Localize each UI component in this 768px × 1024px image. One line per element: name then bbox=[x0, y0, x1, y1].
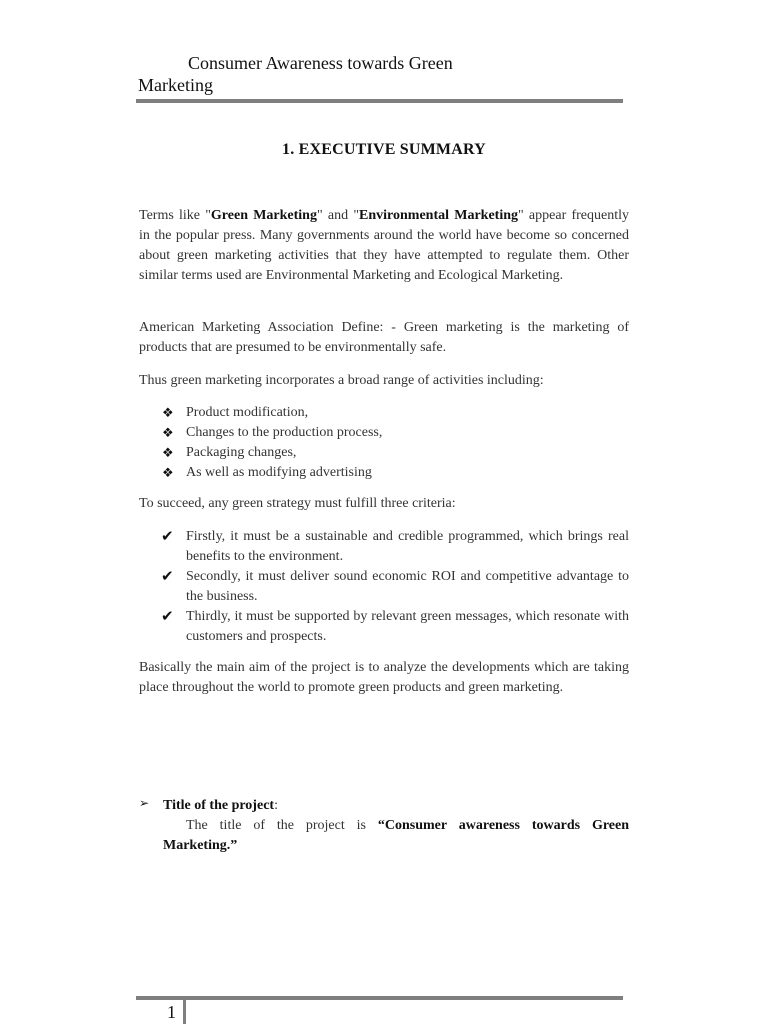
list-item: ✔ Thirdly, it must be supported by relevant green messages, which resonate with customers and prospects. bbox=[161, 609, 629, 644]
criteria-list bbox=[139, 527, 629, 647]
list-item: ❖ As well as modifying advertising bbox=[139, 463, 629, 483]
diamond-bullet-icon: ❖ bbox=[162, 445, 174, 460]
diamond-bullet-icon: ❖ bbox=[162, 405, 174, 420]
project-title: “Consumer awareness towards Green Marketing.” bbox=[163, 818, 630, 853]
criteria-intro: To succeed, any green strategy must fulfill three criteria: bbox=[139, 496, 456, 511]
checkmark-bullet-icon: ✔ bbox=[161, 609, 174, 625]
header-rule bbox=[136, 99, 623, 103]
arrow-bullet-icon: ➢ bbox=[139, 796, 150, 810]
diamond-bullet-icon: ❖ bbox=[162, 465, 174, 480]
list-item: ✔ Firstly, it must be a sustainable and credible programmed, which brings real benefits to the environment. bbox=[161, 529, 629, 564]
intro-paragraph: Terms like "Green Marketing" and "Environmental Marketing" appear frequently in the popular press. Many governments around the world have become so concerned about green marketing activities that they have attempted to regulate them. Other similar terms used are Environmental Marketing and Ecological Marketing. bbox=[139, 208, 629, 283]
project-heading: Title of the project bbox=[163, 798, 275, 813]
term-environmental-marketing: Environmental Marketing bbox=[359, 208, 518, 223]
section-title: 1. EXECUTIVE SUMMARY bbox=[282, 141, 486, 158]
running-header bbox=[138, 52, 558, 96]
checkmark-bullet-icon: ✔ bbox=[161, 569, 174, 585]
footer-rule bbox=[136, 996, 623, 1000]
definition-paragraph: American Marketing Association Define: - Green marketing is the marketing of products that are presumed to be environmentally safe. bbox=[139, 320, 629, 355]
project-section bbox=[163, 796, 629, 856]
list-item: ✔ Secondly, it must deliver sound economic ROI and competitive advantage to the business. bbox=[161, 569, 629, 604]
activities-list bbox=[139, 403, 629, 483]
running-header-line-1: Consumer Awareness towards Green bbox=[188, 53, 453, 73]
list-item: ❖ Changes to the production process, bbox=[139, 423, 629, 443]
list-item: ❖ Packaging changes, bbox=[139, 443, 629, 463]
list-item: ❖ Product modification, bbox=[139, 403, 629, 423]
running-header-line-2: Marketing bbox=[138, 75, 213, 95]
aim-paragraph: Basically the main aim of the project is to analyze the developments which are taking place throughout the world to promote green products and green marketing. bbox=[139, 660, 629, 695]
term-green-marketing: Green Marketing bbox=[210, 208, 317, 223]
page-number: 1 bbox=[167, 1002, 176, 1022]
footer-divider bbox=[183, 1000, 186, 1024]
checkmark-bullet-icon: ✔ bbox=[161, 529, 174, 545]
project-title-paragraph: The title of the project is “Consumer awareness towards Green Marketing.” bbox=[163, 818, 630, 853]
diamond-bullet-icon: ❖ bbox=[162, 425, 174, 440]
project-heading-line: Title of the project: bbox=[163, 798, 278, 813]
activities-intro: Thus green marketing incorporates a broad range of activities including: bbox=[139, 373, 544, 388]
